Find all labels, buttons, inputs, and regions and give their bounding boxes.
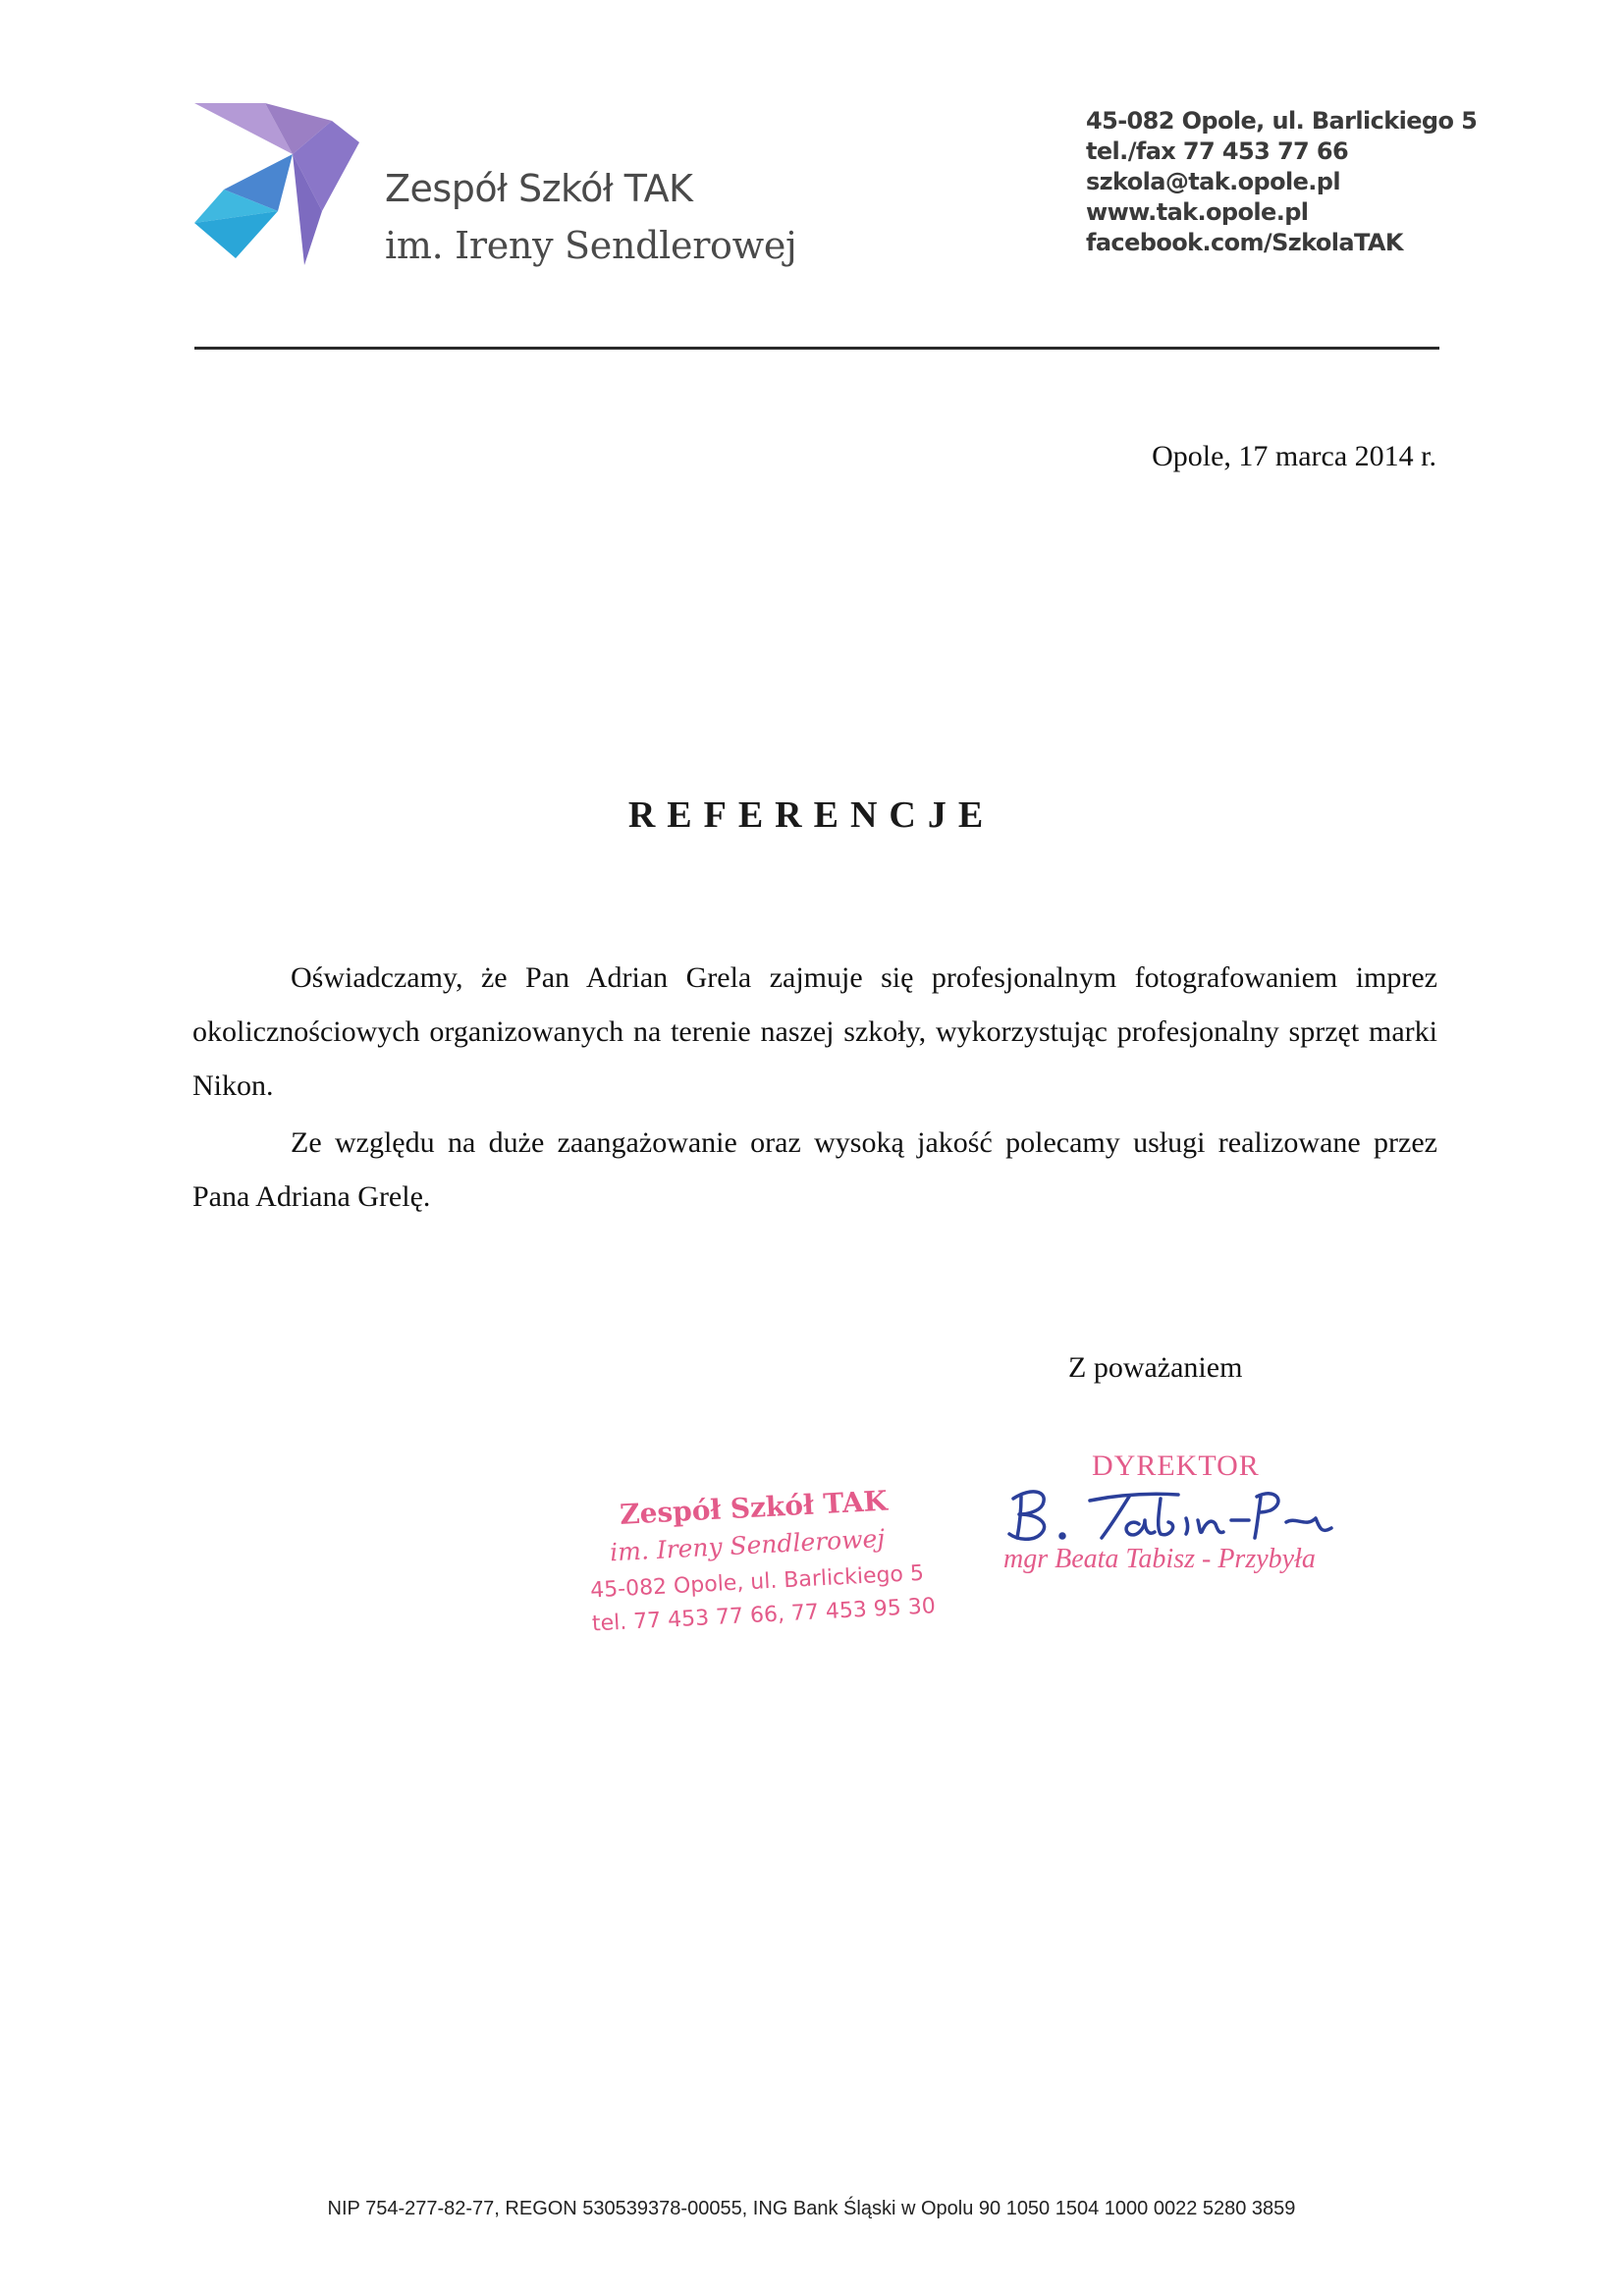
contact-facebook: facebook.com/SzkolaTAK <box>1086 229 1403 256</box>
footer-company-info: NIP 754-277-82-77, REGON 530539378-00055, ING Bank Śląski w Opolu 90 1050 1504 1000 0022 5280 3859 <box>327 2198 1296 2219</box>
school-patron: im. Ireny Sendlerowej <box>385 224 797 267</box>
school-name: Zespół Szkół TAK <box>385 167 693 210</box>
body-paragraph: Ze względu na duże zaangażowanie oraz wysoką jakość polecamy usługi realizowane przez Pana Adriana Grelę. <box>192 1126 1437 1213</box>
body-paragraph: Oświadczamy, że Pan Adrian Grela zajmuje się profesjonalnym fotografowaniem imprez okolicznościowych organizowanych na terenie naszej szkoły, wykorzystując profesjonalny sprzęt marki Nikon. <box>192 961 1437 1102</box>
letter-date: Opole, 17 marca 2014 r. <box>1152 440 1436 472</box>
stamp-line: im. Ireny Sendlerowej <box>609 1523 886 1567</box>
header-divider <box>194 347 1439 350</box>
director-stamp-title: DYREKTOR <box>1092 1449 1260 1482</box>
contact-phone: tel./fax 77 453 77 66 <box>1086 137 1349 165</box>
director-stamp-name: mgr Beata Tabisz - Przybyła <box>1003 1544 1316 1574</box>
contact-block <box>1086 106 1477 258</box>
bird-logo-icon <box>194 103 359 270</box>
school-stamp <box>579 1472 980 1650</box>
contact-email: szkola@tak.opole.pl <box>1086 168 1341 195</box>
contact-website: www.tak.opole.pl <box>1086 198 1309 226</box>
letter-title: REFERENCJE <box>627 794 996 836</box>
stamp-line: tel. 77 453 77 66, 77 453 95 30 <box>591 1594 937 1637</box>
letter-body <box>192 951 1437 1227</box>
stamp-line: Zespół Szkół TAK <box>619 1484 889 1531</box>
stamp-line: 45-082 Opole, ul. Barlickiego 5 <box>589 1560 925 1604</box>
handwritten-signature <box>992 1473 1355 1552</box>
contact-address: 45-082 Opole, ul. Barlickiego 5 <box>1086 107 1478 135</box>
closing-phrase: Z poważaniem <box>1068 1351 1243 1384</box>
